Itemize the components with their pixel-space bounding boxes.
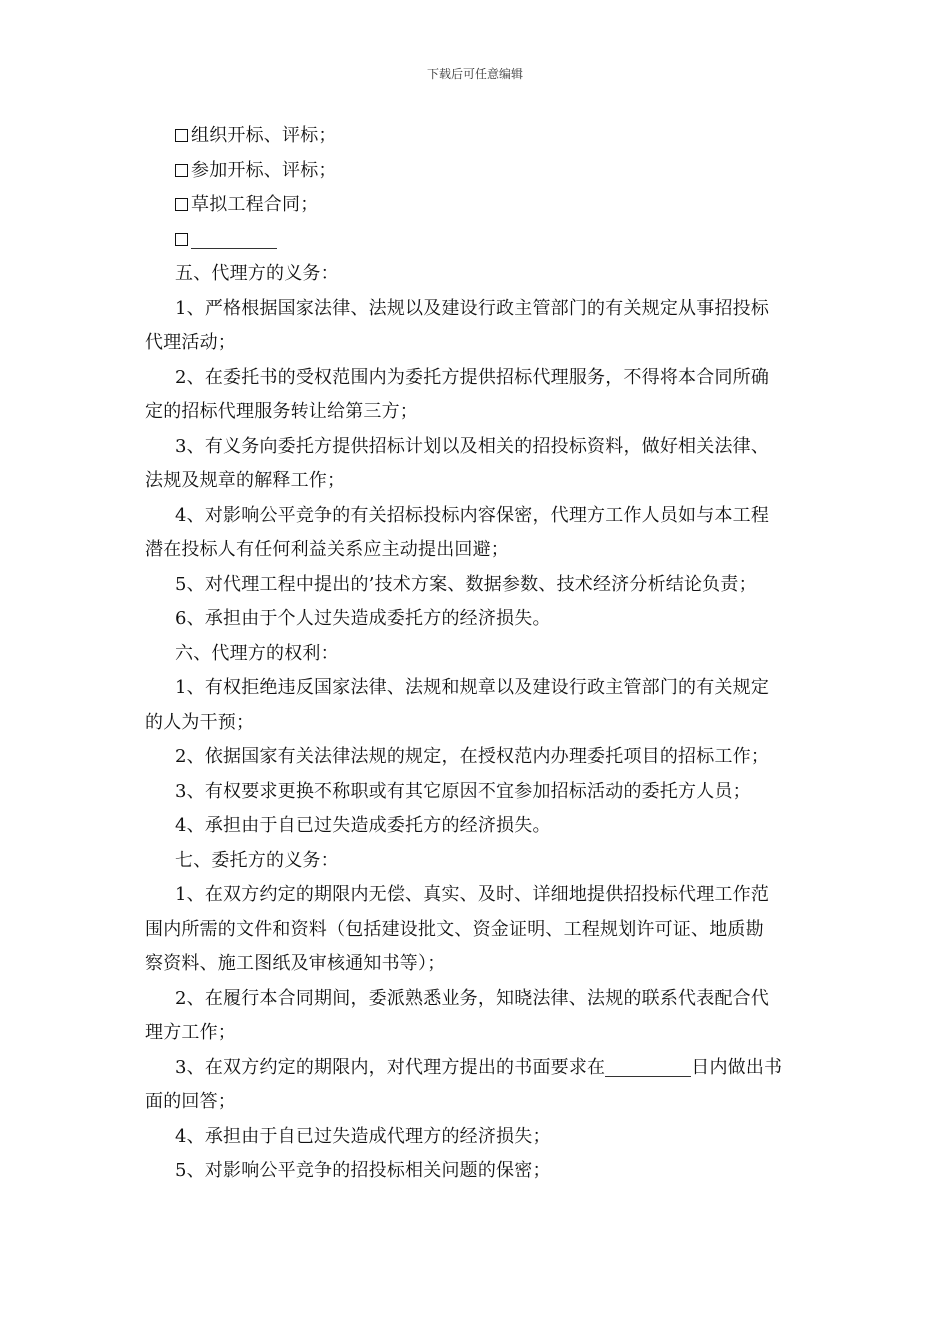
- paragraph-line: 的人为干预；: [145, 711, 255, 733]
- paragraph-line: 面的回答；: [145, 1091, 236, 1112]
- paragraph-line: 代理活动；: [145, 332, 236, 353]
- checkbox-icon: [175, 129, 188, 142]
- paragraph-line: 2、在委托书的受权范围内为委托方提供招标代理服务，不得将本合同所确: [175, 366, 770, 388]
- paragraph-line: 5、对影响公平竞争的招投标相关问题的保密；: [175, 1160, 551, 1181]
- paragraph-line: 1、有权拒绝违反国家法律、法规和规章以及建设行政主管部门的有关规定: [175, 677, 770, 698]
- paragraph-line: 察资料、施工图纸及审核通知书等）；: [145, 953, 446, 974]
- checkbox-icon: [175, 198, 188, 211]
- paragraph-line: 围内所需的文件和资料（包括建设批文、资金证明、工程规划许可证、地质勘: [145, 918, 764, 940]
- checklist-item-blank: [145, 223, 810, 258]
- checkbox-icon: [175, 233, 188, 246]
- paragraph-line: 4、对影响公平竞争的有关招标投标内容保密，代理方工作人员如与本工程: [175, 504, 770, 526]
- checklist-item: [145, 154, 810, 189]
- document-body: [145, 119, 810, 1189]
- paragraph-line: 潜在投标人有任何利益关系应主动提出回避；: [145, 539, 509, 560]
- paragraph-line: 3、有义务向委托方提供招标计划以及相关的招投标资料，做好相关法律、: [175, 435, 770, 457]
- section-title: 五、代理方的义务：: [175, 263, 339, 284]
- paragraph-text: 日内做出书: [691, 1056, 783, 1078]
- checkbox-icon: [175, 164, 188, 177]
- paragraph-line: 法规及规章的解释工作；: [145, 470, 346, 491]
- page-header: 下载后可任意编辑: [426, 67, 523, 81]
- section-title: 七、委托方的义务：: [175, 849, 339, 871]
- paragraph-text: 3、在双方约定的期限内，对代理方提出的书面要求在: [175, 1056, 606, 1078]
- checklist-label: 草拟工程合同；: [191, 194, 319, 215]
- paragraph-line: 6、承担由于个人过失造成委托方的经济损失。: [175, 608, 551, 629]
- paragraph-line: 2、在履行本合同期间，委派熟悉业务，知晓法律、法规的联系代表配合代: [175, 987, 770, 1009]
- paragraph-line: 1、在双方约定的期限内无偿、真实、及时、详细地提供招投标代理工作范: [175, 884, 770, 905]
- checklist-label: 参加开标、评标；: [191, 159, 337, 181]
- paragraph-line: 理方工作；: [145, 1022, 236, 1043]
- paragraph-line-with-blank: [145, 1051, 810, 1086]
- checklist-label: 组织开标、评标；: [191, 125, 337, 146]
- blank-underline: [191, 228, 277, 249]
- paragraph-line: 2、依据国家有关法律法规的规定，在授权范内办理委托项目的招标工作；: [175, 746, 770, 767]
- paragraph-line: 5、对代理工程中提出的’技术方案、数据参数、技术经济分析结论负责；: [175, 573, 757, 595]
- paragraph-line: 4、承担由于自已过失造成委托方的经济损失。: [175, 815, 551, 836]
- section-title: 六、代理方的权利：: [175, 642, 339, 664]
- paragraph-line: 定的招标代理服务转让给第三方；: [145, 401, 418, 422]
- paragraph-line: 1、严格根据国家法律、法规以及建设行政主管部门的有关规定从事招投标: [175, 297, 770, 319]
- paragraph-line: 3、有权要求更换不称职或有其它原因不宜参加招标活动的委托方人员；: [175, 780, 751, 802]
- blank-underline: [605, 1056, 691, 1077]
- checklist-item: [145, 188, 810, 223]
- checklist-item: [145, 119, 810, 154]
- paragraph-line: 4、承担由于自已过失造成代理方的经济损失；: [175, 1125, 551, 1147]
